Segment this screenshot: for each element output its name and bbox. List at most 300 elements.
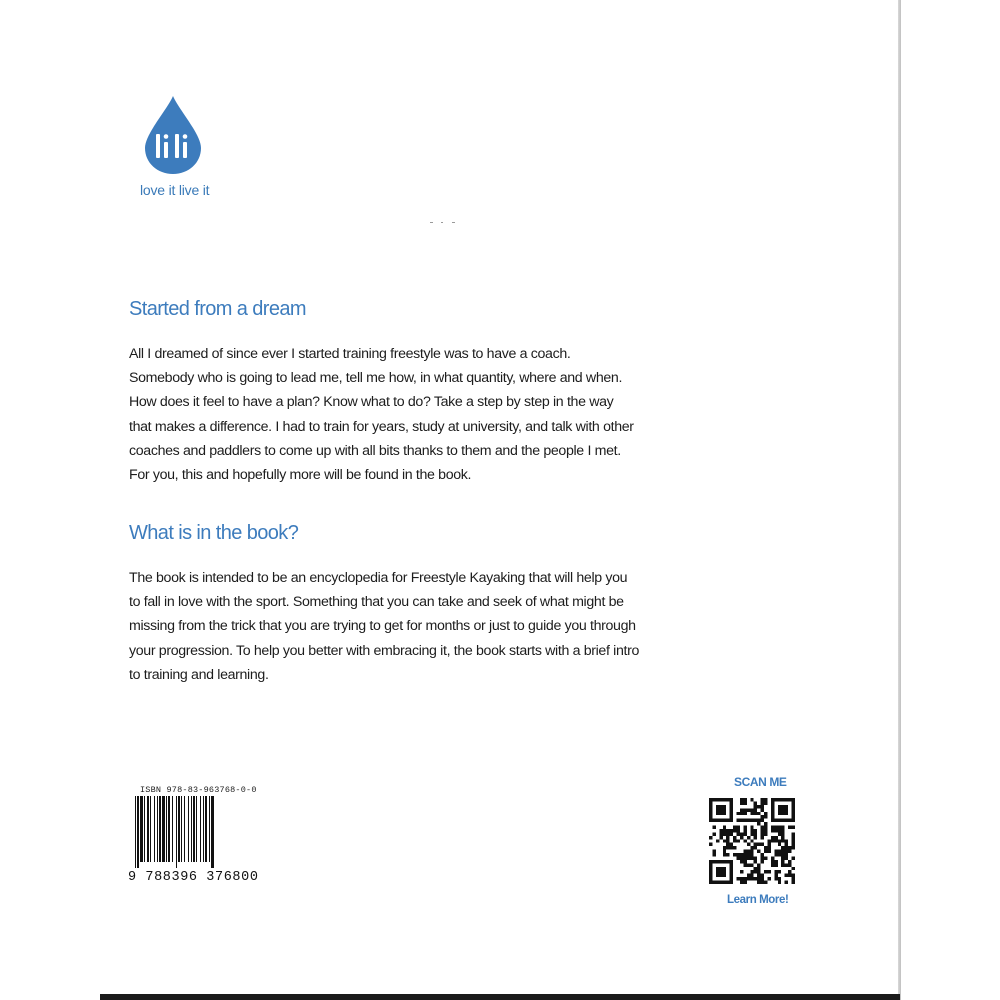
- qr-module: [709, 812, 712, 815]
- scan-me-label: SCAN ME: [734, 775, 787, 789]
- qr-module: [723, 808, 726, 811]
- qr-module: [709, 843, 712, 846]
- qr-module: [764, 829, 767, 832]
- lili-drop-logo-icon: [145, 96, 201, 174]
- qr-module: [709, 805, 712, 808]
- qr-module: [761, 819, 764, 822]
- qr-module: [730, 805, 733, 808]
- section-body-what-is-in-the-book: The book is intended to be an encyclopedia for Freestyle Kayaking that will help you to fall in love with the sport. Something that you can take and seek of what might be missing from the trick that you are trying to get for months or just to guide you through your progression. To help you better with embracing it, the book starts with a brief intro to training and learning.: [129, 570, 640, 683]
- barcode-bar: [191, 796, 192, 862]
- qr-module: [781, 846, 784, 849]
- qr-module: [737, 856, 740, 859]
- barcode-bar: [203, 796, 204, 862]
- qr-module: [750, 877, 753, 880]
- barcode-bar: [193, 796, 195, 862]
- barcode-bar: [144, 796, 145, 862]
- qr-module: [716, 867, 719, 870]
- qr-module: [719, 870, 722, 873]
- qr-module: [730, 832, 733, 835]
- qr-module: [730, 863, 733, 866]
- qr-module: [788, 874, 791, 877]
- qr-module: [792, 846, 795, 849]
- qr-module: [754, 877, 757, 880]
- learn-more-label: Learn More!: [727, 894, 789, 906]
- qr-module: [764, 832, 767, 835]
- qr-module: [730, 870, 733, 873]
- barcode-bar: [157, 796, 158, 862]
- qr-module: [750, 839, 753, 842]
- qr-module: [771, 812, 774, 815]
- barcode-bar: [196, 796, 197, 862]
- qr-module: [737, 853, 740, 856]
- qr-module: [774, 819, 777, 822]
- qr-module: [792, 874, 795, 877]
- qr-module: [723, 798, 726, 801]
- qr-module: [781, 853, 784, 856]
- qr-module: [771, 798, 774, 801]
- qr-module: [726, 846, 729, 849]
- qr-module: [743, 819, 746, 822]
- qr-module: [750, 870, 753, 873]
- qr-module: [785, 853, 788, 856]
- qr-module: [757, 822, 760, 825]
- qr-module: [774, 860, 777, 863]
- qr-module: [723, 829, 726, 832]
- qr-module: [750, 846, 753, 849]
- qr-module: [740, 808, 743, 811]
- qr-module: [788, 870, 791, 873]
- qr-module: [792, 805, 795, 808]
- qr-module: [730, 829, 733, 832]
- qr-module: [719, 805, 722, 808]
- qr-module: [761, 874, 764, 877]
- qr-module: [764, 826, 767, 829]
- qr-module: [730, 819, 733, 822]
- qr-module: [754, 832, 757, 835]
- qr-module: [778, 853, 781, 856]
- qr-module: [730, 843, 733, 846]
- qr-module: [743, 798, 746, 801]
- qr-module: [733, 853, 736, 856]
- qr-module: [716, 798, 719, 801]
- qr-module: [750, 829, 753, 832]
- qr-module: [788, 798, 791, 801]
- qr-module: [771, 839, 774, 842]
- qr-module: [723, 853, 726, 856]
- qr-module: [737, 812, 740, 815]
- qr-module: [781, 829, 784, 832]
- qr-module: [743, 826, 746, 829]
- qr-module: [747, 856, 750, 859]
- qr-module: [730, 846, 733, 849]
- qr-module: [730, 867, 733, 870]
- qr-module: [750, 832, 753, 835]
- qr-module: [788, 819, 791, 822]
- cover-bottom-edge: [100, 994, 900, 1000]
- qr-module: [709, 836, 712, 839]
- qr-module: [757, 843, 760, 846]
- qr-module: [726, 860, 729, 863]
- qr-module: [778, 870, 781, 873]
- qr-module: [785, 819, 788, 822]
- qr-module: [781, 812, 784, 815]
- qr-module: [750, 808, 753, 811]
- cover-edge: [898, 0, 901, 1000]
- qr-module: [792, 867, 795, 870]
- qr-module: [778, 839, 781, 842]
- qr-module: [730, 808, 733, 811]
- barcode-bar: [184, 796, 185, 862]
- qr-module: [785, 856, 788, 859]
- qr-module: [733, 839, 736, 842]
- qr-module: [781, 860, 784, 863]
- qr-module: [761, 856, 764, 859]
- qr-module: [712, 826, 715, 829]
- qr-module: [709, 808, 712, 811]
- qr-module: [771, 815, 774, 818]
- qr-module: [737, 877, 740, 880]
- qr-module: [712, 798, 715, 801]
- qr-module: [788, 863, 791, 866]
- qr-module: [767, 850, 770, 853]
- barcode-bar: [137, 796, 139, 868]
- qr-module: [709, 815, 712, 818]
- qr-module: [709, 877, 712, 880]
- qr-module: [792, 812, 795, 815]
- qr-module: [743, 829, 746, 832]
- qr-module: [754, 856, 757, 859]
- qr-module: [737, 839, 740, 842]
- qr-module: [716, 870, 719, 873]
- barcode-bar: [159, 796, 161, 862]
- qr-module: [781, 863, 784, 866]
- qr-module: [716, 819, 719, 822]
- qr-module: [709, 867, 712, 870]
- qr-module: [757, 812, 760, 815]
- qr-module: [785, 874, 788, 877]
- qr-module: [747, 808, 750, 811]
- qr-module: [781, 856, 784, 859]
- qr-module: [754, 860, 757, 863]
- qr-module: [709, 863, 712, 866]
- qr-module: [785, 812, 788, 815]
- qr-module: [740, 801, 743, 804]
- qr-module: [737, 819, 740, 822]
- qr-module: [723, 812, 726, 815]
- qr-module: [774, 874, 777, 877]
- qr-module: [743, 850, 746, 853]
- qr-module: [757, 805, 760, 808]
- qr-module: [761, 836, 764, 839]
- brand-tagline: love it live it: [140, 182, 210, 198]
- qr-module: [781, 832, 784, 835]
- qr-module: [740, 812, 743, 815]
- qr-module: [778, 819, 781, 822]
- qr-module: [719, 860, 722, 863]
- qr-module: [723, 832, 726, 835]
- qr-module: [733, 829, 736, 832]
- qr-module: [792, 843, 795, 846]
- qr-module: [740, 832, 743, 835]
- qr-module: [726, 853, 729, 856]
- qr-module: [785, 846, 788, 849]
- qr-module: [716, 874, 719, 877]
- qr-module: [709, 870, 712, 873]
- qr-module: [771, 863, 774, 866]
- qr-module: [754, 846, 757, 849]
- qr-module: [761, 798, 764, 801]
- qr-module: [719, 798, 722, 801]
- qr-module: [733, 826, 736, 829]
- qr-module: [774, 836, 777, 839]
- qr-module: [761, 829, 764, 832]
- qr-module: [712, 881, 715, 884]
- qr-module: [730, 801, 733, 804]
- qr-module: [716, 839, 719, 842]
- qr-module: [774, 829, 777, 832]
- qr-module: [778, 805, 781, 808]
- qr-module: [733, 846, 736, 849]
- barcode-bar: [166, 796, 167, 862]
- qr-module: [785, 881, 788, 884]
- qr-module: [771, 826, 774, 829]
- qr-module: [761, 826, 764, 829]
- qr-module: [785, 839, 788, 842]
- qr-module: [743, 881, 746, 884]
- qr-module: [778, 881, 781, 884]
- qr-module: [747, 850, 750, 853]
- qr-module: [740, 877, 743, 880]
- qr-module: [737, 826, 740, 829]
- qr-module: [719, 812, 722, 815]
- qr-module: [771, 808, 774, 811]
- qr-module: [754, 870, 757, 873]
- qr-module: [719, 808, 722, 811]
- qr-module: [771, 805, 774, 808]
- isbn-label: ISBN 978-83-963768-0-0: [140, 785, 257, 795]
- qr-module: [754, 843, 757, 846]
- qr-module: [754, 819, 757, 822]
- qr-module: [785, 808, 788, 811]
- qr-module: [709, 874, 712, 877]
- qr-module: [750, 819, 753, 822]
- qr-module: [792, 836, 795, 839]
- barcode-bar: [211, 796, 214, 868]
- qr-module: [743, 877, 746, 880]
- qr-module: [774, 863, 777, 866]
- qr-module: [757, 874, 760, 877]
- qr-module: [747, 874, 750, 877]
- qr-module: [743, 839, 746, 842]
- qr-module: [719, 874, 722, 877]
- qr-module: [785, 863, 788, 866]
- qr-module: [754, 808, 757, 811]
- qr-module: [788, 850, 791, 853]
- qr-module: [774, 798, 777, 801]
- qr-module: [726, 798, 729, 801]
- qr-module: [781, 808, 784, 811]
- qr-module: [726, 836, 729, 839]
- qr-module: [730, 874, 733, 877]
- qr-module: [723, 874, 726, 877]
- qr-module: [792, 808, 795, 811]
- qr-code[interactable]: [709, 798, 795, 884]
- qr-module: [726, 839, 729, 842]
- barcode-bar: [140, 796, 143, 862]
- qr-module: [757, 863, 760, 866]
- qr-module: [723, 839, 726, 842]
- barcode-bar: [181, 796, 182, 862]
- qr-module: [764, 850, 767, 853]
- qr-module: [740, 856, 743, 859]
- qr-module: [774, 870, 777, 873]
- scan-speck: [452, 222, 455, 223]
- qr-module: [716, 881, 719, 884]
- qr-module: [771, 856, 774, 859]
- qr-module: [750, 850, 753, 853]
- qr-module: [754, 829, 757, 832]
- qr-module: [761, 805, 764, 808]
- qr-module: [743, 801, 746, 804]
- qr-module: [750, 856, 753, 859]
- qr-module: [788, 860, 791, 863]
- qr-module: [761, 881, 764, 884]
- qr-module: [781, 850, 784, 853]
- qr-module: [740, 860, 743, 863]
- qr-module: [730, 798, 733, 801]
- qr-module: [754, 836, 757, 839]
- qr-module: [771, 829, 774, 832]
- qr-module: [771, 860, 774, 863]
- barcode-bar: [200, 796, 201, 862]
- qr-module: [740, 836, 743, 839]
- qr-module: [719, 867, 722, 870]
- barcode-bar: [188, 796, 189, 862]
- qr-module: [709, 860, 712, 863]
- qr-module: [740, 870, 743, 873]
- qr-module: [723, 867, 726, 870]
- qr-module: [757, 870, 760, 873]
- section-heading-what-is-in-the-book: What is in the book?: [129, 522, 299, 544]
- qr-module: [757, 877, 760, 880]
- qr-module: [774, 853, 777, 856]
- qr-module: [743, 808, 746, 811]
- qr-module: [747, 819, 750, 822]
- barcode-bar: [135, 796, 136, 868]
- qr-module: [774, 826, 777, 829]
- qr-module: [726, 843, 729, 846]
- qr-module: [712, 819, 715, 822]
- qr-module: [740, 881, 743, 884]
- qr-module: [778, 812, 781, 815]
- qr-module: [747, 853, 750, 856]
- qr-module: [761, 808, 764, 811]
- qr-module: [767, 843, 770, 846]
- qr-module: [792, 819, 795, 822]
- qr-module: [743, 832, 746, 835]
- qr-module: [778, 808, 781, 811]
- qr-module: [733, 836, 736, 839]
- qr-module: [792, 815, 795, 818]
- qr-module: [726, 829, 729, 832]
- qr-module: [767, 846, 770, 849]
- qr-module: [712, 853, 715, 856]
- qr-module: [740, 798, 743, 801]
- qr-module: [737, 829, 740, 832]
- qr-module: [774, 850, 777, 853]
- barcode-bar: [176, 796, 177, 868]
- qr-module: [747, 836, 750, 839]
- qr-module: [764, 846, 767, 849]
- qr-module: [723, 881, 726, 884]
- qr-module: [767, 877, 770, 880]
- qr-module: [764, 856, 767, 859]
- qr-module: [719, 819, 722, 822]
- qr-module: [792, 881, 795, 884]
- qr-module: [730, 860, 733, 863]
- barcode-bar: [209, 796, 210, 862]
- qr-module: [792, 856, 795, 859]
- qr-module: [781, 836, 784, 839]
- isbn-barcode: [134, 796, 246, 868]
- qr-module: [709, 881, 712, 884]
- qr-module: [774, 877, 777, 880]
- qr-module: [761, 877, 764, 880]
- barcode-bar: [154, 796, 155, 862]
- qr-module: [778, 877, 781, 880]
- qr-module: [788, 846, 791, 849]
- qr-module: [743, 860, 746, 863]
- barcode-bar: [168, 796, 170, 862]
- qr-module: [712, 832, 715, 835]
- qr-module: [764, 798, 767, 801]
- qr-module: [723, 870, 726, 873]
- qr-module: [778, 798, 781, 801]
- scan-speck: [430, 222, 433, 223]
- qr-module: [764, 812, 767, 815]
- qr-module: [778, 829, 781, 832]
- qr-module: [716, 860, 719, 863]
- qr-module: [723, 850, 726, 853]
- qr-module: [792, 798, 795, 801]
- qr-module: [743, 863, 746, 866]
- qr-module: [723, 819, 726, 822]
- barcode-bar: [178, 796, 180, 862]
- barcode-digits: 9 788396 376800: [128, 870, 259, 885]
- qr-module: [785, 805, 788, 808]
- qr-module: [754, 805, 757, 808]
- qr-module: [712, 850, 715, 853]
- qr-module: [781, 798, 784, 801]
- qr-module: [719, 832, 722, 835]
- qr-module: [750, 874, 753, 877]
- qr-module: [792, 832, 795, 835]
- qr-module: [737, 832, 740, 835]
- qr-module: [771, 801, 774, 804]
- qr-module: [743, 853, 746, 856]
- qr-module: [754, 812, 757, 815]
- qr-module: [726, 819, 729, 822]
- qr-module: [761, 801, 764, 804]
- qr-module: [747, 843, 750, 846]
- qr-module: [750, 826, 753, 829]
- qr-module: [788, 826, 791, 829]
- qr-module: [726, 832, 729, 835]
- qr-module: [764, 881, 767, 884]
- qr-module: [781, 826, 784, 829]
- qr-module: [740, 853, 743, 856]
- qr-module: [757, 850, 760, 853]
